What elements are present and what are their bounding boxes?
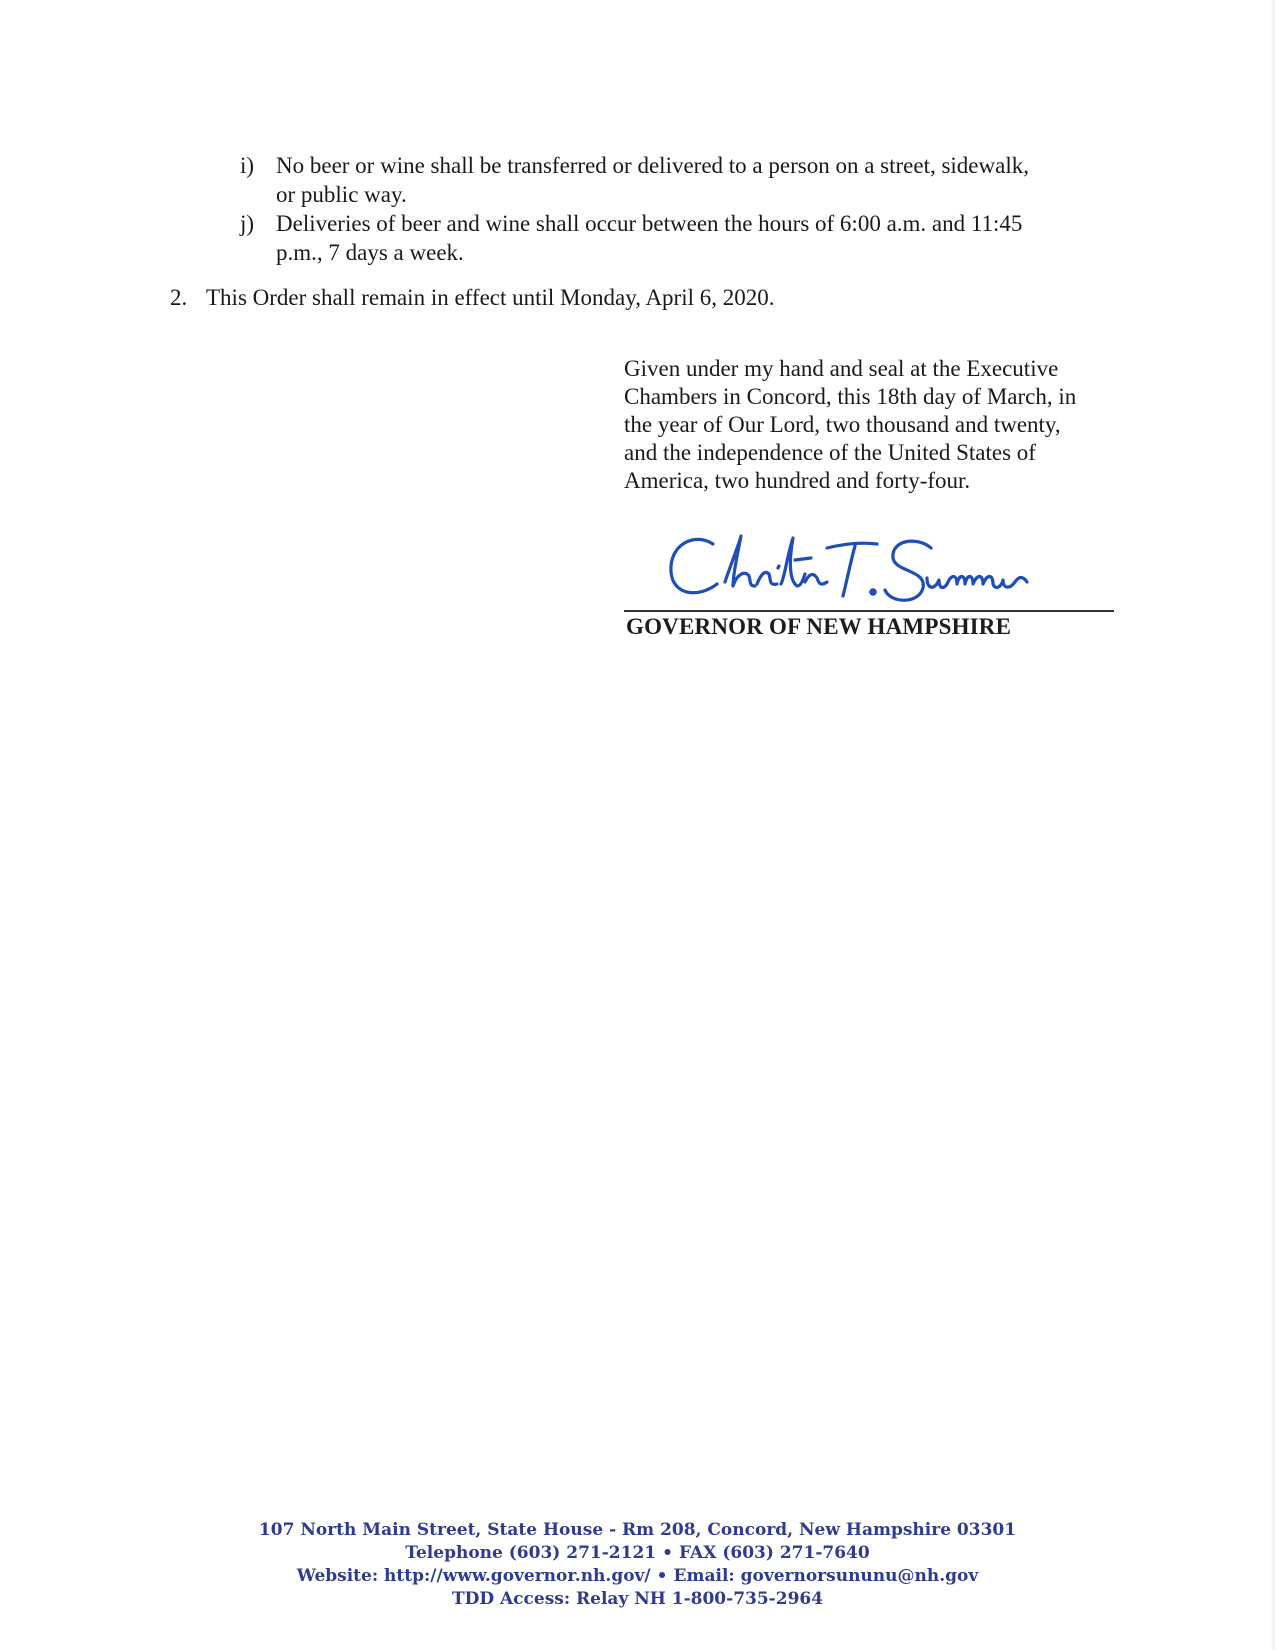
- footer-web-line: [0, 1565, 1275, 1588]
- scan-edge-shadow: [1269, 0, 1275, 1650]
- given-line: and the independence of the United States of: [624, 440, 1036, 465]
- footer-fax: FAX (603) 271-7640: [678, 1543, 870, 1563]
- footer-website: Website: http://www.governor.nh.gov/: [296, 1566, 651, 1586]
- list-marker: 2.: [170, 285, 188, 310]
- footer-email: Email: governorsununu@nh.gov: [673, 1566, 979, 1586]
- given-line: the year of Our Lord, two thousand and twenty,: [624, 412, 1061, 437]
- signature-line: [624, 610, 1114, 612]
- list-item-2: [170, 283, 1070, 312]
- bullet-separator: •: [662, 1543, 673, 1563]
- list-marker: j): [240, 211, 255, 236]
- list-item-line: Deliveries of beer and wine shall occur between the hours of 6:00 a.m. and 11:45: [276, 211, 1023, 236]
- given-under-hand-paragraph: [624, 355, 1104, 495]
- bullet-separator: •: [656, 1566, 668, 1586]
- list-item-text: [276, 209, 1096, 267]
- governor-title: GOVERNOR OF NEW HAMPSHIRE: [626, 614, 1012, 639]
- list-item-line: p.m., 7 days a week.: [276, 240, 464, 265]
- footer-phone-line: [0, 1542, 1275, 1565]
- list-item-line: or public way.: [276, 182, 407, 207]
- list-item-text: [276, 151, 1096, 209]
- list-marker: i): [240, 153, 255, 178]
- given-line: Given under my hand and seal at the Executive: [624, 356, 1059, 381]
- footer-tdd: TDD Access: Relay NH 1-800-735-2964: [451, 1589, 824, 1609]
- letterhead-footer: [0, 1519, 1275, 1611]
- governor-signature: [665, 530, 1065, 615]
- given-line: America, two hundred and forty-four.: [624, 468, 971, 493]
- list-item-text: This Order shall remain in effect until Monday, April 6, 2020.: [206, 285, 775, 310]
- footer-address: 107 North Main Street, State House - Rm 208, Concord, New Hampshire 03301: [258, 1520, 1017, 1540]
- footer-telephone: Telephone (603) 271-2121: [405, 1543, 657, 1563]
- list-item-line: No beer or wine shall be transferred or delivered to a person on a street, sidewalk,: [276, 153, 1029, 178]
- given-line: Chambers in Concord, this 18th day of March, in: [624, 384, 1077, 409]
